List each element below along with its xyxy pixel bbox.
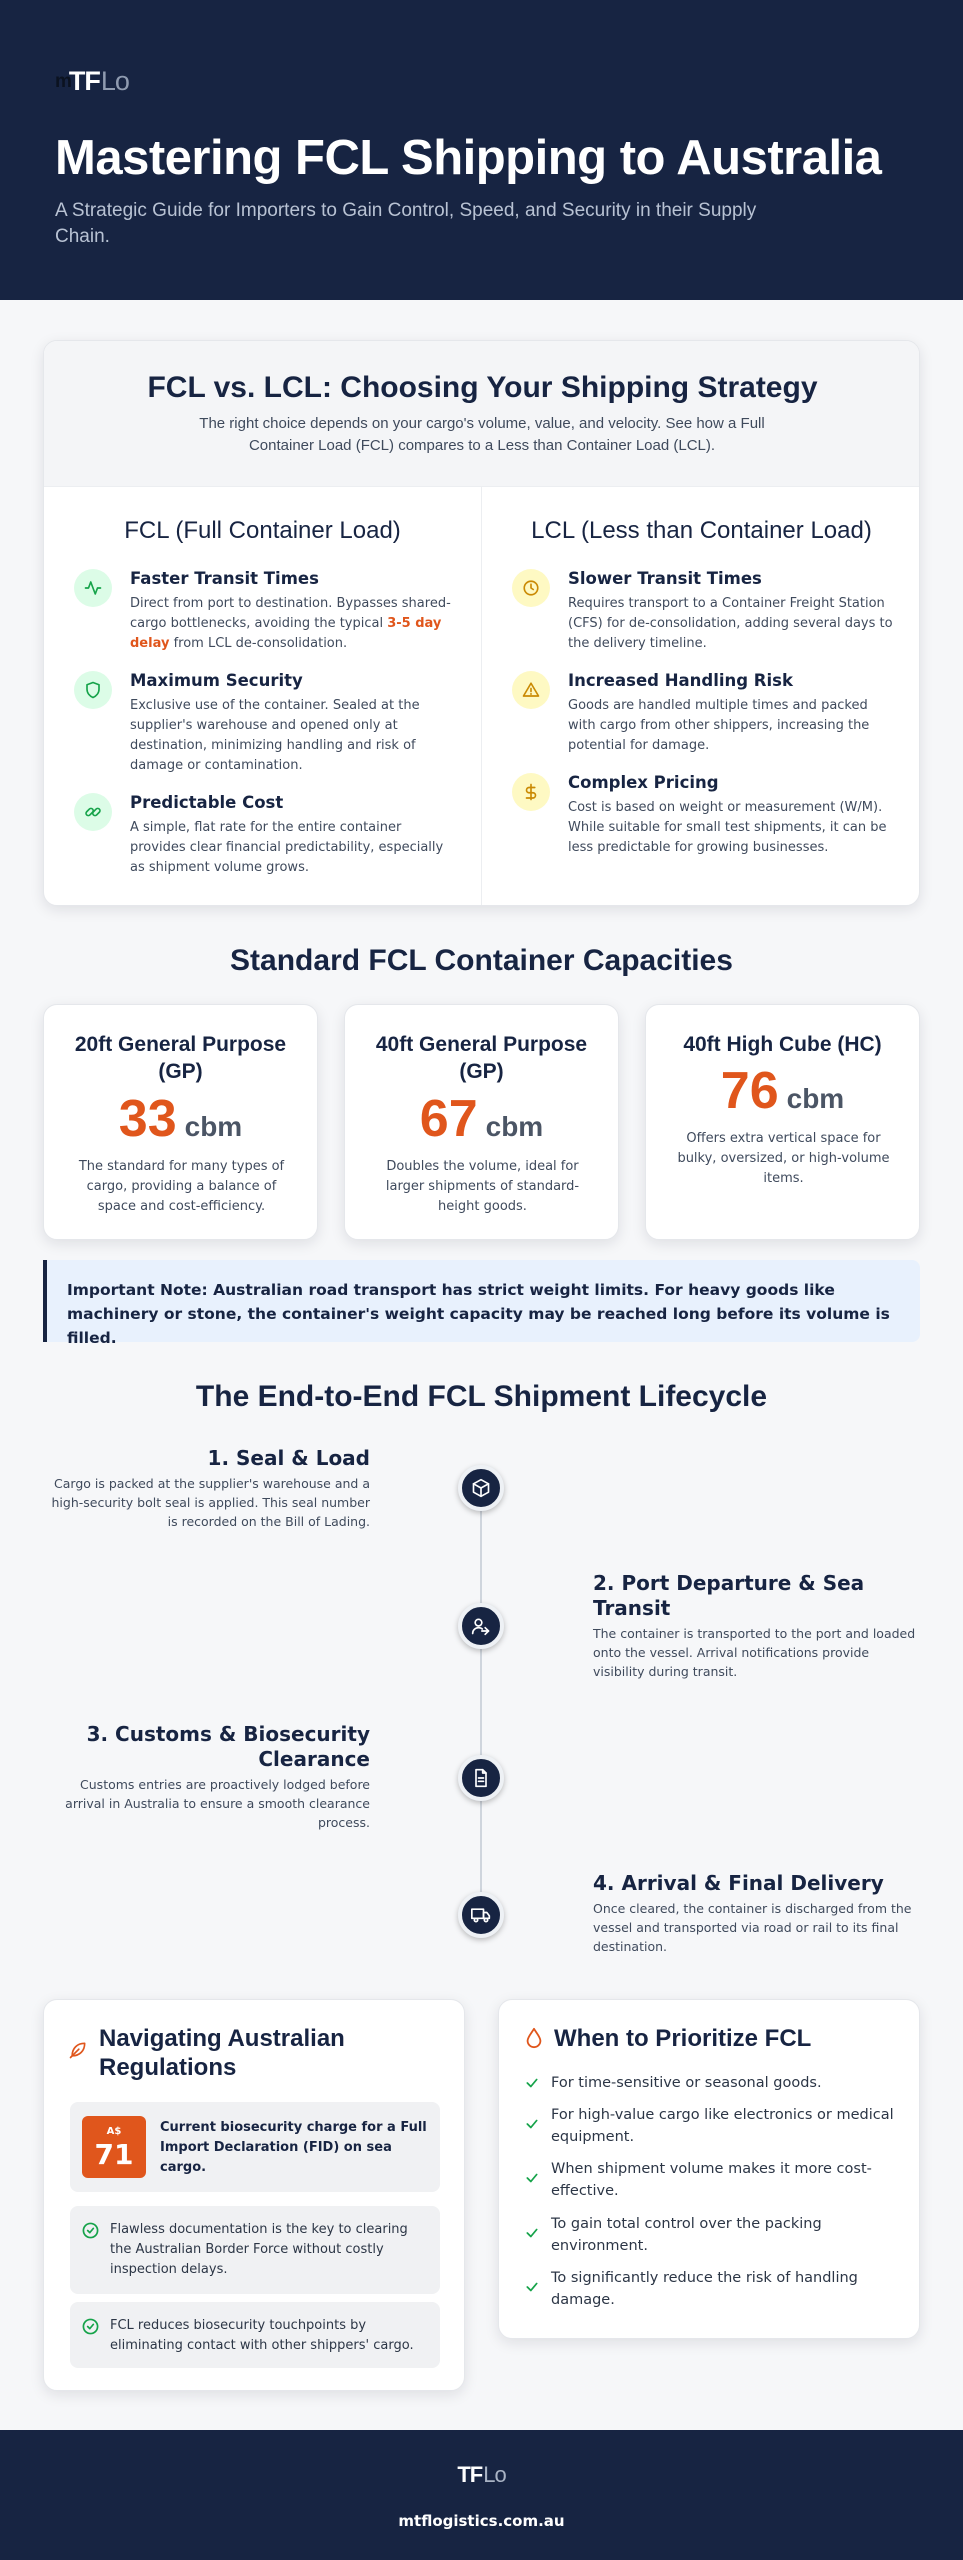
page-subtitle: A Strategic Guide for Importers to Gain Control, Speed, and Security in their Supply Chain.	[55, 200, 757, 247]
footer-logo-suffix: Lo	[483, 2462, 506, 2487]
capacity-value	[646, 1061, 919, 1121]
warning-icon	[512, 671, 550, 709]
truck-icon	[458, 1892, 504, 1938]
feature-text: A simple, flat rate for the entire container provides clear financial predictability, especially as shipment volume grows.	[130, 820, 444, 875]
regulation-text: Flawless documentation is the key to clearing the Australian Border Force without costly inspection delays.	[110, 2222, 408, 2277]
feature-text-part: from LCL de-consolidation.	[169, 636, 348, 651]
capacities-title: Standard FCL Container Capacities	[230, 944, 733, 977]
footer	[0, 2430, 963, 2560]
prioritize-title: When to Prioritize FCL	[554, 2025, 812, 2052]
prioritize-text: To gain total control over the packing environment.	[551, 2216, 822, 2254]
link-icon	[74, 793, 112, 831]
regulation-text: FCL reduces biosecurity touchpoints by eliminating contact with other shippers' cargo.	[110, 2318, 414, 2353]
capacity-card-40gp	[344, 1004, 619, 1240]
prioritize-text: For time-sensitive or seasonal goods.	[551, 2075, 822, 2091]
capacity-desc: Doubles the volume, ideal for larger shipments of standard-height goods.	[385, 1159, 580, 1214]
feature-text: Goods are handled multiple times and packed with cargo from other shippers, increasing the potential for damage.	[568, 698, 870, 753]
capacity-card-20gp	[43, 1004, 318, 1240]
box-icon	[458, 1465, 504, 1511]
step-text: Cargo is packed at the supplier's warehouse and a high-security bolt seal is applied. This seal number is recorded on the Bill of Lading.	[51, 1476, 370, 1529]
hero-header	[0, 0, 963, 300]
feature-text: Cost is based on weight or measurement (W/M). While suitable for small test shipments, it can be less predictable for growing businesses.	[568, 800, 887, 855]
comparison-title: FCL vs. LCL: Choosing Your Shipping Strategy	[147, 371, 818, 404]
step-title: 4. Arrival & Final Delivery	[593, 1871, 884, 1895]
check-circle-icon	[82, 2318, 99, 2339]
capacity-number: 76	[720, 1062, 779, 1120]
step-text: Once cleared, the container is discharged from the vessel and transported via road or rail to its final destination.	[593, 1901, 912, 1954]
logo-mark: m	[55, 70, 71, 92]
biosecurity-fee	[70, 2102, 440, 2192]
regulation-point	[70, 2206, 440, 2294]
timeline-step-4	[593, 1871, 923, 1956]
capacity-desc: Offers extra vertical space for bulky, oversized, or high-volume items.	[677, 1131, 890, 1186]
fcl-column	[44, 487, 482, 906]
timeline-step-3	[40, 1722, 370, 1832]
user-arrow-icon	[458, 1603, 504, 1649]
comparison-intro: The right choice depends on your cargo's volume, value, and velocity. See how a Full Container Load (FCL) compares to a Less than Container Load (LCL).	[199, 415, 765, 454]
clock-icon	[512, 569, 550, 607]
capacity-name: 20ft General Purpose (GP)	[74, 1033, 287, 1083]
logo-suffix: Lo	[100, 66, 129, 96]
feature-text: Exclusive use of the container. Sealed at the supplier's warehouse and opened only at destination, minimizing handling and risk of damage or contamination.	[130, 698, 420, 773]
feature-text	[130, 594, 460, 654]
feature-title: Maximum Security	[130, 671, 303, 690]
capacity-name: 40ft General Purpose (GP)	[375, 1033, 588, 1083]
prioritize-text: To significantly reduce the risk of handling damage.	[551, 2270, 858, 2308]
comparison-header	[44, 341, 920, 487]
activity-icon	[74, 569, 112, 607]
shield-icon	[74, 671, 112, 709]
timeline-step-2	[593, 1571, 923, 1681]
lcl-feature	[512, 569, 902, 649]
fee-badge	[82, 2116, 146, 2178]
logo-letters: TF	[68, 66, 100, 96]
step-text: The container is transported to the port and loaded onto the vessel. Arrival notifications provide visibility during transit.	[593, 1626, 916, 1679]
prioritize-card	[498, 1999, 920, 2339]
check-icon	[525, 2279, 539, 2298]
fee-currency: A$	[106, 2126, 122, 2137]
step-title: 2. Port Departure & Sea Transit	[593, 1571, 865, 1620]
fcl-heading: FCL (Full Container Load)	[124, 517, 401, 544]
delay-highlight: 3-5 day delay	[130, 616, 442, 651]
lcl-column	[482, 487, 920, 906]
leaf-icon	[68, 2040, 88, 2064]
capacity-unit: cbm	[184, 1111, 243, 1142]
capacity-value	[345, 1089, 618, 1149]
fcl-feature	[74, 671, 464, 771]
feature-title: Increased Handling Risk	[568, 671, 793, 690]
step-title: 1. Seal & Load	[207, 1446, 370, 1470]
prioritize-text: When shipment volume makes it more cost-effective.	[551, 2161, 872, 2199]
check-icon	[525, 2116, 539, 2135]
fcl-feature	[74, 793, 464, 873]
step-text: Customs entries are proactively lodged before arrival in Australia to ensure a smooth clearance process.	[65, 1777, 370, 1830]
check-icon	[525, 2075, 539, 2094]
logo[interactable]	[55, 66, 129, 97]
check-circle-icon	[82, 2222, 99, 2243]
lcl-feature	[512, 671, 902, 751]
regulations-card	[43, 1999, 465, 2391]
capacity-name: 40ft High Cube (HC)	[683, 1033, 882, 1056]
feature-title: Faster Transit Times	[130, 569, 319, 588]
lcl-heading: LCL (Less than Container Load)	[531, 517, 872, 544]
footer-logo-letters: TF	[457, 2462, 483, 2487]
step-title: 3. Customs & Biosecurity Clearance	[86, 1722, 370, 1771]
capacity-unit: cbm	[485, 1111, 544, 1142]
feature-text-part: Direct from port to destination. Bypasses shared-cargo bottlenecks, avoiding the typical	[130, 596, 451, 631]
regulation-point	[70, 2302, 440, 2368]
regulations-title: Navigating Australian Regulations	[99, 2025, 345, 2081]
capacity-number: 33	[118, 1090, 177, 1148]
check-icon	[525, 2225, 539, 2244]
capacity-value	[44, 1089, 317, 1149]
fcl-feature	[74, 569, 464, 649]
check-icon	[525, 2170, 539, 2189]
fee-text: Current biosecurity charge for a Full Import Declaration (FID) on sea cargo.	[160, 2120, 427, 2175]
page-title: Mastering FCL Shipping to Australia	[55, 131, 882, 185]
feature-title: Complex Pricing	[568, 773, 719, 792]
prioritize-text: For high-value cargo like electronics or medical equipment.	[551, 2107, 894, 2145]
lifecycle-title: The End-to-End FCL Shipment Lifecycle	[195, 1380, 768, 1413]
capacity-desc: The standard for many types of cargo, providing a balance of space and cost-efficiency.	[78, 1159, 285, 1214]
timeline-line	[480, 1490, 482, 1915]
drop-icon	[523, 2026, 545, 2054]
lcl-feature	[512, 773, 902, 853]
capacity-card-40hc	[645, 1004, 920, 1240]
capacity-unit: cbm	[786, 1083, 845, 1114]
feature-title: Predictable Cost	[130, 793, 284, 812]
feature-title: Slower Transit Times	[568, 569, 762, 588]
capacity-number: 67	[419, 1090, 478, 1148]
footer-website-link[interactable]: mtflogistics.com.au	[398, 2512, 565, 2530]
weight-note: Important Note: Australian road transport has strict weight limits. For heavy goods like machinery or stone, the container's weight capacity may be reached long before its volume is filled.	[43, 1260, 920, 1342]
comparison-card	[43, 340, 920, 906]
fee-amount: 71	[94, 2138, 134, 2171]
dollar-icon	[512, 773, 550, 811]
document-icon	[458, 1755, 504, 1801]
footer-logo[interactable]	[0, 2462, 963, 2488]
feature-text: Requires transport to a Container Freight Station (CFS) for de-consolidation, adding several days to the delivery timeline.	[568, 596, 893, 651]
timeline-step-1	[40, 1446, 370, 1531]
